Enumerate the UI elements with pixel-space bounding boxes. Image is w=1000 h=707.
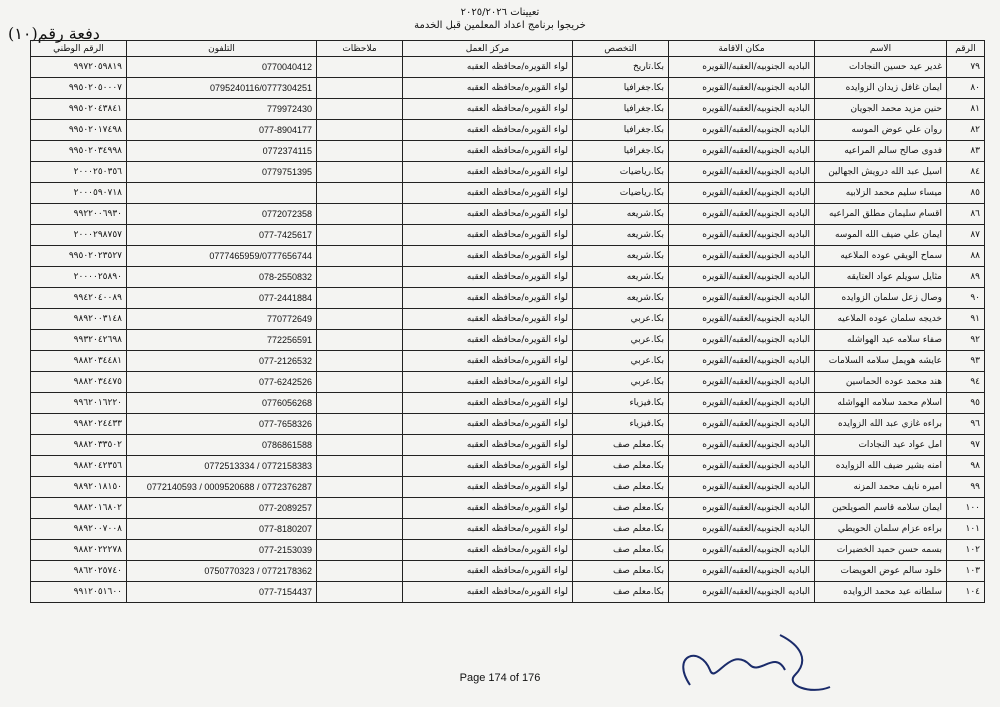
row-num: ٧٩: [947, 57, 985, 78]
row-address: الباديه الجنوبيه/العقبه/القويره: [669, 309, 815, 330]
table-row: [31, 435, 985, 456]
row-num: ٨٧: [947, 225, 985, 246]
row-address: الباديه الجنوبيه/العقبه/القويره: [669, 519, 815, 540]
row-notes: [317, 372, 403, 393]
row-address: الباديه الجنوبيه/العقبه/القويره: [669, 120, 815, 141]
row-workplace: لواء القويره/محافظه العقبه: [403, 288, 573, 309]
row-workplace: لواء القويره/محافظه العقبه: [403, 225, 573, 246]
row-address: الباديه الجنوبيه/العقبه/القويره: [669, 288, 815, 309]
row-specialty: بكا.معلم صف: [573, 561, 669, 582]
row-workplace: لواء القويره/محافظه العقبه: [403, 267, 573, 288]
table-row: [31, 246, 985, 267]
row-national-id: ٩٨٨٢٠٣٣٥٠٢: [31, 435, 127, 456]
row-phone: 0772140593 / 0009520688 / 0772376287: [127, 477, 317, 498]
row-notes: [317, 225, 403, 246]
row-address: الباديه الجنوبيه/العقبه/القويره: [669, 78, 815, 99]
row-num: ١٠٤: [947, 582, 985, 603]
row-address: الباديه الجنوبيه/العقبه/القويره: [669, 141, 815, 162]
row-address: الباديه الجنوبيه/العقبه/القويره: [669, 246, 815, 267]
row-name: هند محمد عوده الحماسين: [815, 372, 947, 393]
row-specialty: بكا.جغرافيا: [573, 120, 669, 141]
row-name: ايمان علي ضيف الله الموسه: [815, 225, 947, 246]
table-row: [31, 288, 985, 309]
row-address: الباديه الجنوبيه/العقبه/القويره: [669, 372, 815, 393]
row-national-id: ٩٨٨٢٠٣٤٤٧٥: [31, 372, 127, 393]
table-row: [31, 225, 985, 246]
row-workplace: لواء القويره/محافظه العقبه: [403, 78, 573, 99]
row-specialty: بكا.تاريخ: [573, 57, 669, 78]
row-num: ٩٢: [947, 330, 985, 351]
row-num: ٩٣: [947, 351, 985, 372]
row-name: براءه عزام سلمان الحويطي: [815, 519, 947, 540]
row-workplace: لواء القويره/محافظه العقبه: [403, 141, 573, 162]
row-notes: [317, 120, 403, 141]
table-row: [31, 309, 985, 330]
row-phone: 077-2126532: [127, 351, 317, 372]
row-national-id: ٩٨٨٢٠١٦٨٠٢: [31, 498, 127, 519]
row-num: ٨٣: [947, 141, 985, 162]
table-row: [31, 162, 985, 183]
row-notes: [317, 162, 403, 183]
row-national-id: ٩٩٣٢٠٤٢٦٩٨: [31, 330, 127, 351]
column-header-specialty: التخصص: [573, 41, 669, 57]
row-national-id: ٩٨٦٢٠٢٥٧٤٠: [31, 561, 127, 582]
row-national-id: ٢٠٠٠٢٩٨٧٥٧: [31, 225, 127, 246]
row-national-id: ٩٨٨٢٠٣٤٤٨١: [31, 351, 127, 372]
row-name: اقسام سليمان مطلق المراعيه: [815, 204, 947, 225]
column-header-phone: التلفون: [127, 41, 317, 57]
row-phone: [127, 183, 317, 204]
row-address: الباديه الجنوبيه/العقبه/القويره: [669, 435, 815, 456]
row-notes: [317, 246, 403, 267]
row-name: ايمان غافل زيدان الزوايده: [815, 78, 947, 99]
row-national-id: ٩٨٨٢٠٢٢٢٧٨: [31, 540, 127, 561]
row-address: الباديه الجنوبيه/العقبه/القويره: [669, 393, 815, 414]
row-name: صفاء سلامه عيد الهواشله: [815, 330, 947, 351]
row-specialty: بكا.معلم صف: [573, 498, 669, 519]
table-row: [31, 456, 985, 477]
row-workplace: لواء القويره/محافظه العقبه: [403, 477, 573, 498]
row-specialty: بكا.معلم صف: [573, 477, 669, 498]
row-address: الباديه الجنوبيه/العقبه/القويره: [669, 561, 815, 582]
row-name: اميره نايف محمد المزنه: [815, 477, 947, 498]
row-national-id: ٩٨٩٢٠٠٧٠٠٨: [31, 519, 127, 540]
table-body: [31, 57, 985, 603]
row-national-id: ٩٩٥٠٢٠١٧٤٩٨: [31, 120, 127, 141]
row-national-id: ٩٩٧٢٠٥٩٨١٩: [31, 57, 127, 78]
row-workplace: لواء القويره/محافظه العقبه: [403, 120, 573, 141]
row-num: ٩٤: [947, 372, 985, 393]
row-workplace: لواء القويره/محافظه العقبه: [403, 162, 573, 183]
row-name: خلود سالم عوض العويضات: [815, 561, 947, 582]
row-national-id: ٩٩٥٠٢٠٤٣٨٤١: [31, 99, 127, 120]
row-notes: [317, 414, 403, 435]
row-num: ١٠٠: [947, 498, 985, 519]
row-workplace: لواء القويره/محافظه العقبه: [403, 99, 573, 120]
table-row: [31, 498, 985, 519]
row-phone: 077-8904177: [127, 120, 317, 141]
row-national-id: ٢٠٠٠٠٢٥٨٩٠: [31, 267, 127, 288]
row-name: وصال زعل سلمان الزوايده: [815, 288, 947, 309]
row-address: الباديه الجنوبيه/العقبه/القويره: [669, 351, 815, 372]
table-row: [31, 120, 985, 141]
row-specialty: بكا.عربي: [573, 351, 669, 372]
row-num: ٨٩: [947, 267, 985, 288]
row-phone: 077-7154437: [127, 582, 317, 603]
row-workplace: لواء القويره/محافظه العقبه: [403, 561, 573, 582]
row-num: ٨٢: [947, 120, 985, 141]
row-specialty: بكا.شريعه: [573, 246, 669, 267]
row-national-id: ٩٨٨٢٠٤٢٣٥٦: [31, 456, 127, 477]
signature-icon: [660, 615, 840, 705]
batch-label: دفعة رقم(١٠): [8, 24, 100, 43]
row-num: ٩٨: [947, 456, 985, 477]
row-notes: [317, 498, 403, 519]
row-phone: 077-2153039: [127, 540, 317, 561]
row-workplace: لواء القويره/محافظه العقبه: [403, 498, 573, 519]
row-specialty: بكا.معلم صف: [573, 519, 669, 540]
row-phone: 0772513334 / 0772158383: [127, 456, 317, 477]
row-phone: 077-2089257: [127, 498, 317, 519]
row-num: ١٠٢: [947, 540, 985, 561]
row-workplace: لواء القويره/محافظه العقبه: [403, 57, 573, 78]
row-phone: 077-7658326: [127, 414, 317, 435]
row-national-id: ٩٩٥٠٢٠٥٠٠٠٧: [31, 78, 127, 99]
row-national-id: ٢٠٠٠٥٩٠٧١٨: [31, 183, 127, 204]
row-address: الباديه الجنوبيه/العقبه/القويره: [669, 456, 815, 477]
row-notes: [317, 351, 403, 372]
row-address: الباديه الجنوبيه/العقبه/القويره: [669, 225, 815, 246]
row-name: امل عواد عيد النجادات: [815, 435, 947, 456]
row-address: الباديه الجنوبيه/العقبه/القويره: [669, 267, 815, 288]
row-specialty: بكا.معلم صف: [573, 435, 669, 456]
row-address: الباديه الجنوبيه/العقبه/القويره: [669, 540, 815, 561]
row-num: ٩٩: [947, 477, 985, 498]
row-national-id: ٩٩٢٢٠٠٦٩٣٠: [31, 204, 127, 225]
row-national-id: ٩٨٩٢٠٠٣١٤٨: [31, 309, 127, 330]
row-workplace: لواء القويره/محافظه العقبه: [403, 393, 573, 414]
row-specialty: بكا.شريعه: [573, 288, 669, 309]
row-workplace: لواء القويره/محافظه العقبه: [403, 582, 573, 603]
row-specialty: بكا.فيزياء: [573, 414, 669, 435]
row-notes: [317, 330, 403, 351]
row-national-id: ٩٩٨٢٠٢٤٤٣٣: [31, 414, 127, 435]
table-row: [31, 57, 985, 78]
row-specialty: بكا.شريعه: [573, 225, 669, 246]
row-address: الباديه الجنوبيه/العقبه/القويره: [669, 99, 815, 120]
row-phone: 078-2550832: [127, 267, 317, 288]
row-num: ٩١: [947, 309, 985, 330]
column-header-name: الاسم: [815, 41, 947, 57]
row-phone: 779972430: [127, 99, 317, 120]
row-phone: 770772649: [127, 309, 317, 330]
column-header-workplace: مركز العمل: [403, 41, 573, 57]
header-line-1: تعيينات ٢٠٢٥/٢٠٢٦: [460, 7, 540, 18]
row-name: فدوى صالح سالم المراعيه: [815, 141, 947, 162]
row-specialty: بكا.عربي: [573, 372, 669, 393]
row-workplace: لواء القويره/محافظه العقبه: [403, 372, 573, 393]
row-national-id: ٩٩١٢٠٥١٦٠٠: [31, 582, 127, 603]
row-name: مثايل سويلم عواد العتايقه: [815, 267, 947, 288]
row-workplace: لواء القويره/محافظه العقبه: [403, 246, 573, 267]
row-specialty: بكا.جغرافيا: [573, 141, 669, 162]
row-name: بسمه حسن حميد الخضيرات: [815, 540, 947, 561]
row-name: حنين مزيد محمد الجويان: [815, 99, 947, 120]
row-phone: 0777465959/0777656744: [127, 246, 317, 267]
table-header-row: [31, 41, 985, 57]
row-workplace: لواء القويره/محافظه العقبه: [403, 309, 573, 330]
row-notes: [317, 309, 403, 330]
row-workplace: لواء القويره/محافظه العقبه: [403, 435, 573, 456]
row-specialty: بكا.شريعه: [573, 204, 669, 225]
row-workplace: لواء القويره/محافظه العقبه: [403, 540, 573, 561]
row-national-id: ٩٩٦٢٠١٦٢٢٠: [31, 393, 127, 414]
row-notes: [317, 204, 403, 225]
table-row: [31, 414, 985, 435]
row-national-id: ٢٠٠٠٢٥٠٣٥٦: [31, 162, 127, 183]
row-workplace: لواء القويره/محافظه العقبه: [403, 414, 573, 435]
row-phone: 0795240116/0777304251: [127, 78, 317, 99]
assignments-table: [30, 40, 985, 603]
table-row: [31, 351, 985, 372]
table-row: [31, 78, 985, 99]
row-num: ٨٠: [947, 78, 985, 99]
row-notes: [317, 456, 403, 477]
row-num: ١٠٣: [947, 561, 985, 582]
row-specialty: بكا.جغرافيا: [573, 78, 669, 99]
row-phone: 0770040412: [127, 57, 317, 78]
row-specialty: بكا.شريعه: [573, 267, 669, 288]
row-specialty: بكا.عربي: [573, 330, 669, 351]
document-header: [0, 6, 1000, 32]
row-name: سماح الويقي عوده الملاعيه: [815, 246, 947, 267]
table-row: [31, 99, 985, 120]
row-phone: 0750770323 / 0772178362: [127, 561, 317, 582]
row-address: الباديه الجنوبيه/العقبه/القويره: [669, 162, 815, 183]
row-workplace: لواء القويره/محافظه العقبه: [403, 456, 573, 477]
row-notes: [317, 582, 403, 603]
row-num: ٨٤: [947, 162, 985, 183]
row-notes: [317, 519, 403, 540]
column-header-national-id: الرقم الوطني: [31, 41, 127, 57]
table-row: [31, 330, 985, 351]
row-phone: 0772374115: [127, 141, 317, 162]
row-address: الباديه الجنوبيه/العقبه/القويره: [669, 477, 815, 498]
row-name: اسيل عبد الله درويش الجهالين: [815, 162, 947, 183]
row-name: ميساء سليم محمد الزلابيه: [815, 183, 947, 204]
table-row: [31, 372, 985, 393]
row-notes: [317, 99, 403, 120]
table-row: [31, 519, 985, 540]
row-workplace: لواء القويره/محافظه العقبه: [403, 351, 573, 372]
row-workplace: لواء القويره/محافظه العقبه: [403, 330, 573, 351]
column-header-notes: ملاحظات: [317, 41, 403, 57]
table-row: [31, 204, 985, 225]
table-row: [31, 582, 985, 603]
row-notes: [317, 561, 403, 582]
row-phone: 077-8180207: [127, 519, 317, 540]
row-national-id: ٩٩٤٢٠٤٠٠٨٩: [31, 288, 127, 309]
row-specialty: بكا.جغرافيا: [573, 99, 669, 120]
row-address: الباديه الجنوبيه/العقبه/القويره: [669, 414, 815, 435]
row-specialty: بكا.معلم صف: [573, 582, 669, 603]
row-num: ٨٥: [947, 183, 985, 204]
row-phone: 077-2441884: [127, 288, 317, 309]
row-notes: [317, 183, 403, 204]
row-phone: 772256591: [127, 330, 317, 351]
table-row: [31, 561, 985, 582]
row-specialty: بكا.رياضيات: [573, 162, 669, 183]
page-footer: Page 174 of 176: [459, 672, 541, 684]
row-national-id: ٩٩٥٠٢٠٣٤٩٩٨: [31, 141, 127, 162]
row-phone: 077-6242526: [127, 372, 317, 393]
table-row: [31, 393, 985, 414]
row-num: ٩٧: [947, 435, 985, 456]
column-header-num: الرقم: [947, 41, 985, 57]
column-header-address: مكان الاقامة: [669, 41, 815, 57]
row-name: سلطانه عيد محمد الزوايده: [815, 582, 947, 603]
row-specialty: بكا.معلم صف: [573, 540, 669, 561]
row-name: ايمان سلامه قاسم الصويلحين: [815, 498, 947, 519]
row-specialty: بكا.رياضيات: [573, 183, 669, 204]
row-num: ٨٦: [947, 204, 985, 225]
row-name: غدير عيد حسين النجادات: [815, 57, 947, 78]
row-notes: [317, 540, 403, 561]
row-specialty: بكا.عربي: [573, 309, 669, 330]
row-workplace: لواء القويره/محافظه العقبه: [403, 204, 573, 225]
table-row: [31, 183, 985, 204]
table-row: [31, 141, 985, 162]
row-name: خديجه سلمان عوده الملاعيه: [815, 309, 947, 330]
row-national-id: ٩٨٩٢٠١٨١٥٠: [31, 477, 127, 498]
row-workplace: لواء القويره/محافظه العقبه: [403, 183, 573, 204]
row-name: عايشه هويمل سلامه السلامات: [815, 351, 947, 372]
row-num: ٩٥: [947, 393, 985, 414]
row-num: ٨٨: [947, 246, 985, 267]
row-notes: [317, 267, 403, 288]
row-num: ٨١: [947, 99, 985, 120]
row-workplace: لواء القويره/محافظه العقبه: [403, 519, 573, 540]
row-num: ٩٦: [947, 414, 985, 435]
row-phone: 0779751395: [127, 162, 317, 183]
table-row: [31, 477, 985, 498]
row-phone: 077-7425617: [127, 225, 317, 246]
row-name: امنه بشير ضيف الله الزوايده: [815, 456, 947, 477]
table-row: [31, 267, 985, 288]
row-num: ١٠١: [947, 519, 985, 540]
row-specialty: بكا.فيزياء: [573, 393, 669, 414]
row-address: الباديه الجنوبيه/العقبه/القويره: [669, 582, 815, 603]
header-line-2: خريجوا برنامج اعداد المعلمين قبل الخدمة: [414, 20, 586, 31]
row-num: ٩٠: [947, 288, 985, 309]
row-address: الباديه الجنوبيه/العقبه/القويره: [669, 204, 815, 225]
row-specialty: بكا.معلم صف: [573, 456, 669, 477]
row-notes: [317, 78, 403, 99]
row-notes: [317, 435, 403, 456]
row-national-id: ٩٩٥٠٢٠٢٣٥٢٧: [31, 246, 127, 267]
row-notes: [317, 57, 403, 78]
row-phone: 0786861588: [127, 435, 317, 456]
row-address: الباديه الجنوبيه/العقبه/القويره: [669, 183, 815, 204]
row-phone: 0772072358: [127, 204, 317, 225]
row-notes: [317, 141, 403, 162]
row-notes: [317, 393, 403, 414]
table-row: [31, 540, 985, 561]
row-name: اسلام محمد سلامه الهواشله: [815, 393, 947, 414]
row-notes: [317, 288, 403, 309]
row-phone: 0776056268: [127, 393, 317, 414]
row-address: الباديه الجنوبيه/العقبه/القويره: [669, 330, 815, 351]
row-name: روان علي عوض الموسه: [815, 120, 947, 141]
row-address: الباديه الجنوبيه/العقبه/القويره: [669, 498, 815, 519]
row-name: براءه غازي عبد الله الزوايده: [815, 414, 947, 435]
row-notes: [317, 477, 403, 498]
row-address: الباديه الجنوبيه/العقبه/القويره: [669, 57, 815, 78]
